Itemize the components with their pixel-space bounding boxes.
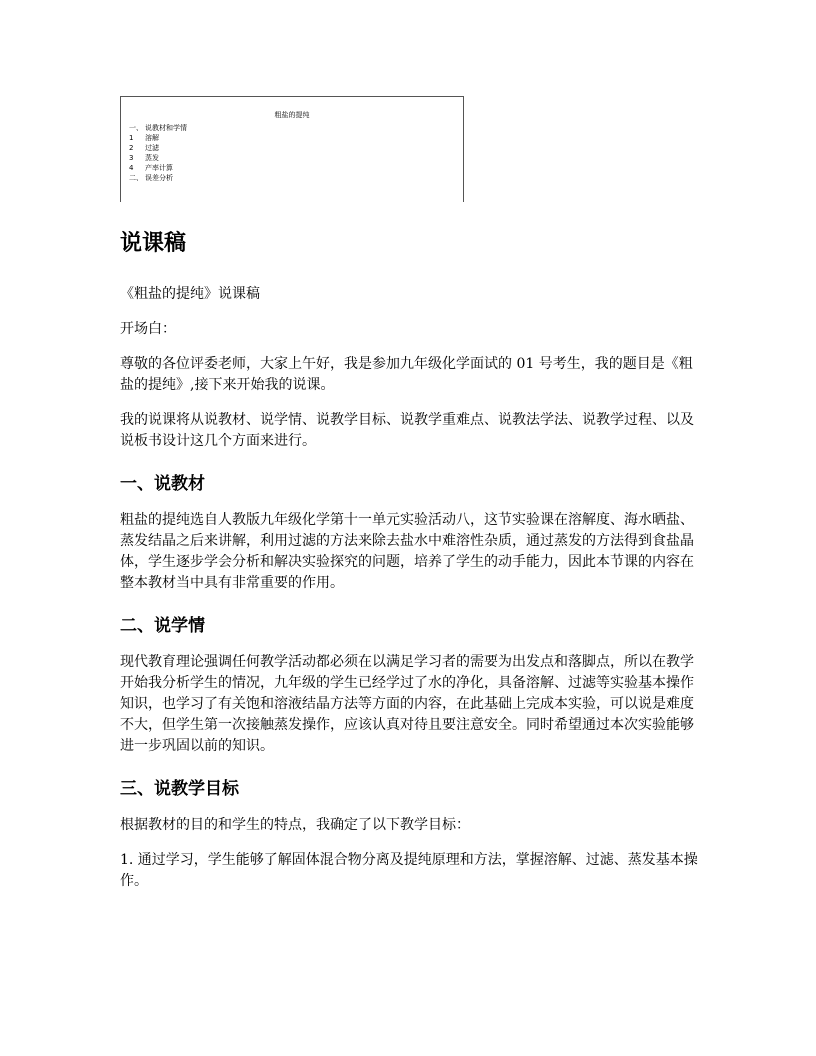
overview-paragraph: 我的说课将从说教材、说学情、说教学目标、说教学重难点、说教法学法、说教学过程、以及说板书设计这几个方面来进行。 [120, 412, 694, 449]
document-subtitle: 《粗盐的提纯》说课稿 [120, 286, 260, 302]
thumbnail-item-text: 说教材和学情 [145, 124, 187, 132]
thumbnail-item-text: 溶解 [145, 134, 159, 142]
thumbnail-title: 粗盐的提纯 [274, 111, 310, 119]
page-title: 说课稿 [120, 231, 187, 256]
thumbnail-item-text: 过滤 [145, 144, 159, 152]
thumbnail-item-text: 误差分析 [145, 174, 173, 182]
section-heading-students: 二、说学情 [120, 616, 205, 636]
thumbnail-item-number: 2 [129, 144, 134, 152]
section-paragraph-textbook: 粗盐的提纯选自人教版九年级化学第十一单元实验活动八，这节实验课在溶解度、海水晒盐、蒸发结晶之后来讲解，利用过滤的方法来除去盐水中难溶性杂质，通过蒸发的方法得到食盐晶体，学生逐步学会分析和解决实验探究的问题，培养了学生的动手能力，因此本节课的内容在整本教材当中具有非常重要的作用。 [120, 512, 694, 591]
opening-label: 开场白： [120, 321, 176, 337]
document-thumbnail [120, 96, 464, 202]
thumbnail-item-number: 二、 [129, 174, 143, 182]
thumbnail-item [129, 163, 187, 173]
thumbnail-item-text: 产率计算 [145, 164, 173, 172]
greeting-paragraph: 尊敬的各位评委老师，大家上午好，我是参加九年级化学面试的 01 号考生，我的题目是《粗盐的提纯》,接下来开始我的说课。 [120, 356, 693, 393]
section-paragraph-objectives: 根据教材的目的和学生的特点，我确定了以下教学目标： [120, 817, 470, 833]
thumbnail-item-number: 1 [129, 134, 134, 142]
thumbnail-outline [129, 123, 187, 183]
thumbnail-item [129, 143, 187, 153]
thumbnail-item-number: 一、 [129, 124, 143, 132]
section-paragraph-students: 现代教育理论强调任何教学活动都必须在以满足学习者的需要为出发点和落脚点，所以在教学开始我分析学生的情况，九年级的学生已经学过了水的净化，具备溶解、过滤等实验基本操作知识，也学习了有关饱和溶液结晶方法等方面的内容，在此基础上完成本实验，可以说是难度不大，但学生第一次接触蒸发操作，应该认真对待且要注意安全。同时希望通过本次实验能够进一步巩固以前的知识。 [120, 654, 694, 754]
thumbnail-item [129, 123, 187, 133]
section-heading-textbook: 一、说教材 [120, 474, 205, 494]
thumbnail-item [129, 153, 187, 163]
section-heading-objectives: 三、说教学目标 [120, 779, 239, 799]
thumbnail-item-number: 3 [129, 154, 134, 162]
thumbnail-item [129, 133, 187, 143]
thumbnail-item [129, 173, 187, 183]
thumbnail-item-number: 4 [129, 164, 134, 172]
document-body [120, 228, 700, 906]
objective-item-1: 1. 通过学习，学生能够了解固体混合物分离及提纯原理和方法，掌握溶解、过滤、蒸发基本操作。 [120, 852, 698, 889]
thumbnail-item-text: 蒸发 [145, 154, 159, 162]
